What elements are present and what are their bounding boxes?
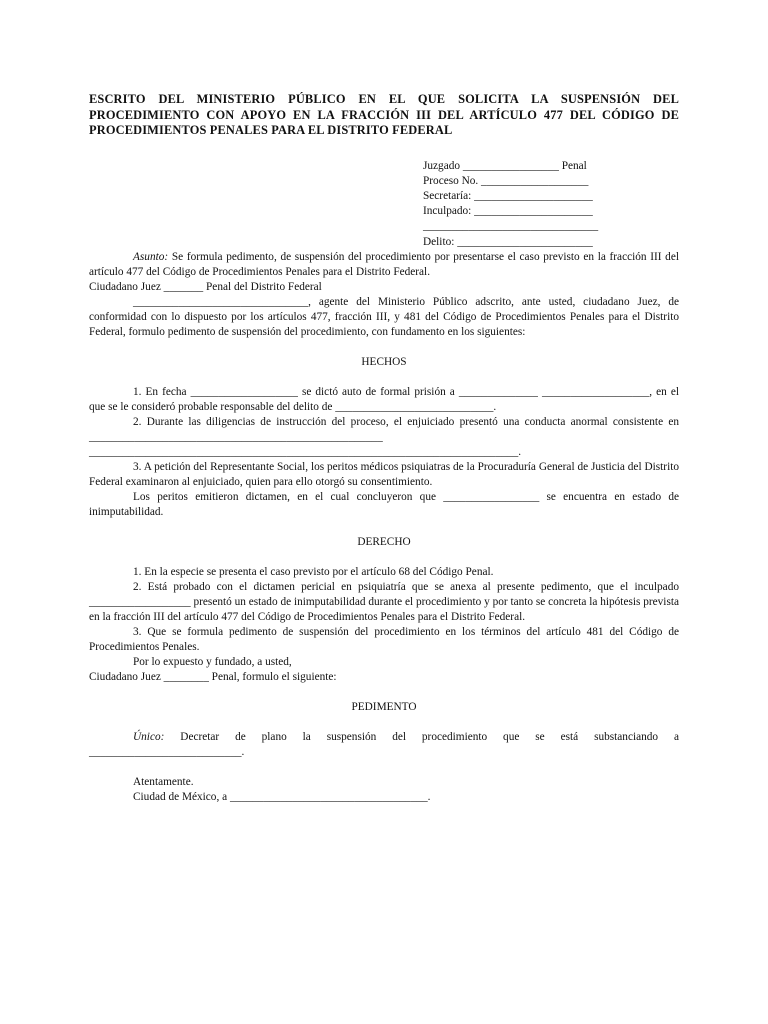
asunto-text: Se formula pedimento, de suspensión del procedimiento por presentarse el caso previsto en la fracción III del artículo 477 del Código de Procedimientos Penales para el Distrito Federal. [89,250,679,278]
derecho-paragraph-5: Ciudadano Juez ________ Penal, formulo el siguiente: [89,670,337,683]
pedimento-heading: PEDIMENTO [351,700,417,713]
case-fields [423,159,679,250]
derecho-paragraph-3: 3. Que se formula pedimento de suspensión del procedimiento en los términos del artículo 481 del Código de Procedimientos Penales. [89,625,679,653]
delito-field: Delito: ________________________ [423,235,593,248]
proceso-field: Proceso No. ___________________ [423,174,589,187]
asunto-paragraph [89,250,679,280]
derecho-paragraph-2: 2. Está probado con el dictamen pericial en psiquiatría que se anexa al presente pedimento, que el inculpado __________________ presentó un estado de inimputabilidad durante el procedimiento y por tanto se concreta la hipótesis prevista en la fracción III del artículo 477 del Código de Procedimientos Penales para el Distrito Federal. [89,580,679,623]
salutation: Ciudadano Juez _______ Penal del Distrito Federal [89,280,322,293]
blank-field: _______________________________ [423,220,599,233]
intro-paragraph: _______________________________, agente del Ministerio Público adscrito, ante usted, ciudadano Juez, de conformidad con lo dispuesto por los artículos 477, fracción III, y 481 del Código de Procedimientos Penales para el Distrito Federal, formulo pedimento de suspensión del procedimiento, con fundamento en los siguientes: [89,295,679,338]
secretaria-field: Secretaría: _____________________ [423,189,593,202]
pedimento-paragraph [89,730,679,760]
juzgado-field: Juzgado _________________ Penal [423,159,587,172]
hechos-heading: HECHOS [361,355,407,368]
derecho-paragraph-4: Por lo expuesto y fundado, a usted, [133,655,292,668]
derecho-paragraph-1: 1. En la especie se presenta el caso previsto por el artículo 68 del Código Penal. [133,565,494,578]
hechos-paragraph-1: 1. En fecha ___________________ se dictó auto de formal prisión a ______________ ___________________, en el que se le consideró probable responsable del delito de ____________________________. [89,385,679,413]
pedimento-text: Decretar de plano la suspensión del procedimiento que se está substanciando a ___________________________. [89,730,679,758]
hechos-paragraph-3: 3. A petición del Representante Social, los peritos médicos psiquiatras de la Procuraduría General de Justicia del Distrito Federal examinaron al enjuiciado, quien para ello otorgó su consentimiento. [89,460,679,488]
pedimento-label: Único: [133,730,165,743]
closing-atentamente: Atentamente. [133,775,194,788]
hechos-paragraph-2: 2. Durante las diligencias de instrucción del proceso, el enjuiciado presentó una conducta anormal consistente en ____________________________________________________ ____________________________________________________________________________. [89,415,679,458]
inculpado-field: Inculpado: _____________________ [423,205,593,218]
asunto-label: Asunto: [133,250,169,263]
derecho-heading: DERECHO [357,535,411,548]
closing-ciudad: Ciudad de México, a ___________________________________. [133,790,431,803]
hechos-paragraph-4: Los peritos emitieron dictamen, en el cual concluyeron que _________________ se encuentra en estado de inimputabilidad. [89,490,679,518]
document-page [89,92,679,805]
document-title: ESCRITO DEL MINISTERIO PÚBLICO EN EL QUE SOLICITA LA SUSPENSIÓN DEL PROCEDIMIENTO CON APOYO EN LA FRACCIÓN III DEL ARTÍCULO 477 DEL CÓDIGO DE PROCEDIMIENTOS PENALES PARA EL DISTRITO FEDERAL [89,92,679,137]
